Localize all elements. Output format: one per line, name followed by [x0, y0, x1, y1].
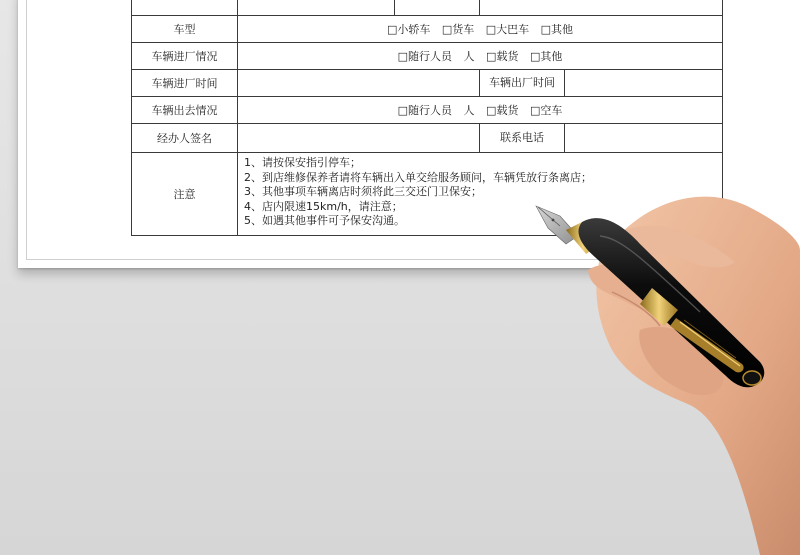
- option-cargo[interactable]: □载货: [486, 104, 519, 117]
- entry-time-label: 车辆进厂时间: [132, 70, 238, 97]
- entry-situation-label: 车辆进厂情况: [132, 43, 238, 70]
- handler-signature-label: 经办人签名: [132, 124, 238, 153]
- option-truck[interactable]: □货车: [441, 23, 475, 36]
- vehicle-type-label: 车型: [132, 16, 238, 43]
- note-line: 2、到店维修保养者请将车辆出入单交给服务顾问，车辆凭放行条离店；: [244, 170, 592, 184]
- note-line: 5、如遇其他事件可予保安沟通。: [244, 214, 405, 228]
- contact-phone-label: 联系电话: [480, 124, 565, 152]
- note-line: 4、店内限速15km/h，请注意；: [244, 199, 403, 213]
- exit-time-label: 车辆出厂时间: [480, 70, 565, 96]
- option-sedan[interactable]: □小轿车: [386, 23, 431, 36]
- option-cargo[interactable]: □载货: [486, 50, 519, 63]
- option-accompanying[interactable]: □随行人员: [397, 50, 453, 63]
- option-bus[interactable]: □大巴车: [485, 23, 530, 36]
- option-other[interactable]: □其他: [540, 23, 574, 36]
- note-line: 3、其他事项车辆离店时须将此三交还门卫保安；: [244, 185, 482, 199]
- person-unit: 人: [463, 50, 475, 63]
- option-other[interactable]: □其他: [529, 50, 563, 63]
- pen-nib: [536, 206, 578, 244]
- option-empty[interactable]: □空车: [529, 104, 563, 117]
- person-unit: 人: [463, 104, 475, 117]
- exit-situation-label: 车辆出去情况: [132, 97, 238, 124]
- note-line: 1、请按保安指引停车；: [244, 156, 361, 169]
- notes-label: 注意: [132, 153, 238, 236]
- option-accompanying[interactable]: □随行人员: [397, 104, 453, 117]
